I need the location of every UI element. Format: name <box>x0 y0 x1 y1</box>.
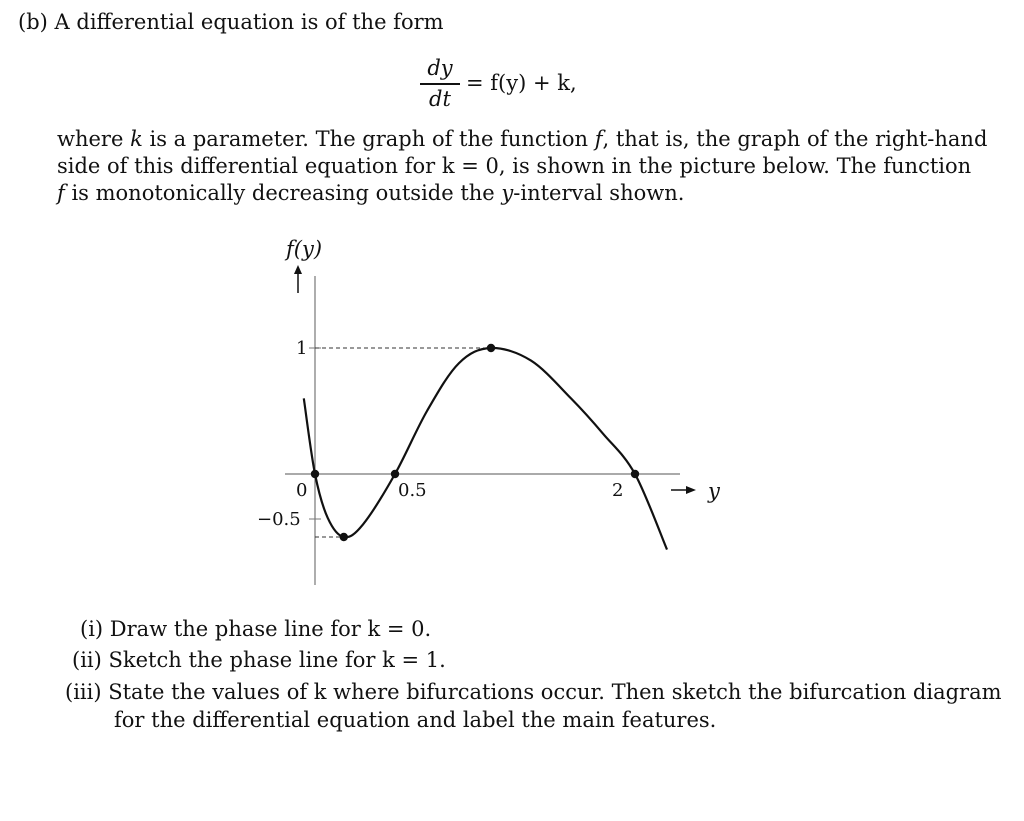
question-number: (i) <box>80 617 104 641</box>
para-text: is monotonically decreasing outside the <box>64 181 502 205</box>
para-text: , that is, the graph of the right-hand <box>602 127 988 151</box>
question-text: State the values of k where bifurcations occur. Then sketch the bifurcation diagram <box>108 680 1002 704</box>
question-text: Draw the phase line for k = 0. <box>109 617 432 641</box>
para-text: -interval shown. <box>513 181 685 205</box>
x-tick-label-0.5: 0.5 <box>398 480 427 501</box>
x-axis-label: y <box>708 479 720 503</box>
para-f: f <box>57 181 65 205</box>
para-f: f <box>594 127 603 151</box>
intro-text: A differential equation is of the form <box>54 10 444 34</box>
marked-point-3 <box>487 344 495 352</box>
function-curve <box>304 348 667 550</box>
marked-point-1 <box>340 533 348 541</box>
question-text: Sketch the phase line for k = 1. <box>108 648 446 672</box>
y-axis-label: f(y) <box>286 237 323 261</box>
para-text: where <box>57 127 131 151</box>
paragraph-line-2: side of this differential equation for k = 0, is shown in the picture below. The function <box>57 154 972 178</box>
marked-point-2 <box>391 470 399 478</box>
marked-point-0 <box>311 470 319 478</box>
question-3-continued: for the differential equation and label the main features. <box>114 708 717 732</box>
question-3 <box>65 679 1002 706</box>
marked-point-4 <box>631 470 639 478</box>
para-k: k <box>130 127 143 151</box>
marked-points <box>311 344 639 541</box>
y-axis-arrow-head <box>294 265 302 274</box>
equation-rhs: = f(y) + k, <box>466 71 577 95</box>
para-text: is a parameter. The graph of the function <box>142 127 595 151</box>
part-label: (b) <box>18 10 48 34</box>
y-tick-label-neg-half: −0.5 <box>257 509 301 530</box>
x-tick-label-2: 2 <box>612 480 624 501</box>
x-axis-arrow-head <box>686 486 696 494</box>
x-tick-label-0: 0 <box>296 480 308 501</box>
question-number: (iii) <box>65 680 102 704</box>
equation-denominator: dt <box>429 86 451 111</box>
question-1 <box>80 616 431 643</box>
question-number: (ii) <box>72 648 102 672</box>
para-y: y <box>501 181 514 205</box>
question-2 <box>72 647 446 674</box>
equation-numerator: dy <box>427 56 453 80</box>
y-tick-label-1: 1 <box>296 338 308 359</box>
